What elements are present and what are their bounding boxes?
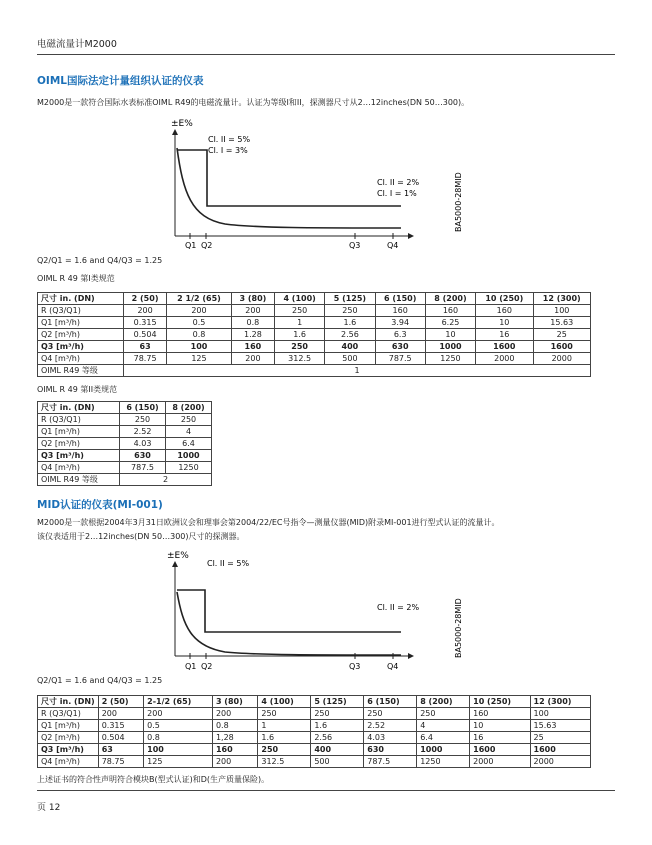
- table-cell: 250: [325, 305, 375, 317]
- table-cell: 160: [212, 744, 257, 756]
- table-cell: 1600: [476, 341, 533, 353]
- table3-header-cell: 2 (50): [98, 696, 143, 708]
- table-cell: 630: [120, 450, 166, 462]
- table-cell: 0.8: [144, 732, 213, 744]
- oiml-chart-side-label: BA5000-28MID: [454, 172, 463, 232]
- table1-header-cell: 12 (300): [533, 293, 591, 305]
- mid-ratio-note: Q2/Q1 = 1.6 and Q4/Q3 = 1.25: [37, 676, 163, 685]
- table-row: [38, 341, 591, 353]
- table2-header-row: [38, 402, 212, 414]
- table-cell: 250: [166, 414, 212, 426]
- closing-note: 上述证书的符合性声明符合模块B(型式认证)和D(生产质量保险)。: [37, 775, 270, 784]
- mid-tick-label-q4: Q4: [387, 662, 399, 671]
- table-cell: 200: [167, 305, 232, 317]
- table-cell: 1250: [166, 462, 212, 474]
- table-cell: 2000: [533, 353, 591, 365]
- oiml-tick-label-q3: Q3: [349, 241, 361, 250]
- table2-header-cell: 8 (200): [166, 402, 212, 414]
- table-row: [38, 305, 591, 317]
- table-row: [38, 756, 591, 768]
- table-row: [38, 329, 591, 341]
- table-cell: 0.5: [167, 317, 232, 329]
- table-row: [38, 353, 591, 365]
- table-row: [38, 720, 591, 732]
- table-cell: 160: [425, 305, 475, 317]
- mid-tick-label-q1: Q1: [185, 662, 197, 671]
- table1-header-cell: 3 (80): [231, 293, 274, 305]
- mid-table: [37, 695, 591, 768]
- table1-header-cell: 5 (125): [325, 293, 375, 305]
- oiml-chart-error-curve: [177, 148, 401, 228]
- table-cell: 787.5: [364, 756, 417, 768]
- table-cell: 16: [476, 329, 533, 341]
- table-cell: 1: [258, 720, 311, 732]
- table-cell: 200: [231, 353, 274, 365]
- table-cell: 200: [124, 305, 167, 317]
- table-cell: 125: [144, 756, 213, 768]
- table2-header-cell: 6 (150): [120, 402, 166, 414]
- table-cell: 2.56: [325, 329, 375, 341]
- header-rule: [37, 54, 615, 55]
- oiml-error-chart: [165, 112, 475, 252]
- table-cell: Q1 [m³/h): [38, 720, 99, 732]
- table-cell: 250: [274, 341, 324, 353]
- table-cell: 1000: [417, 744, 470, 756]
- table-cell: 6.4: [417, 732, 470, 744]
- table3-header-cell: 10 (250): [470, 696, 530, 708]
- table-cell: 200: [212, 756, 257, 768]
- table-cell: 3.94: [375, 317, 425, 329]
- table-cell: 200: [98, 708, 143, 720]
- table-cell: 63: [98, 744, 143, 756]
- table-cell: 0.5: [144, 720, 213, 732]
- table-cell: 1250: [425, 353, 475, 365]
- mid-heading: MID认证的仪表(MI-001): [37, 499, 163, 511]
- table-cell: 125: [167, 353, 232, 365]
- oiml-intro: M2000是一款符合国际水表标准OIML R49的电磁流量计。认证为等级I和II，探测器尺寸从2…12inches(DN 50…300)。: [37, 98, 470, 107]
- table-cell: 0.504: [98, 732, 143, 744]
- table-cell: 100: [144, 744, 213, 756]
- table-cell: 160: [231, 341, 274, 353]
- table-cell: 160: [470, 708, 530, 720]
- oiml-heading: OIML国际法定计量组织认证的仪表: [37, 75, 204, 87]
- table-cell: 100: [167, 341, 232, 353]
- table-cell: 312.5: [258, 756, 311, 768]
- table3-header-cell: 尺寸 in. (DN): [38, 696, 99, 708]
- table-cell: 2.52: [364, 720, 417, 732]
- table-cell: 1000: [166, 450, 212, 462]
- table-cell: OIML R49 等级: [38, 474, 120, 486]
- table-row: [38, 744, 591, 756]
- oiml-chart-cl1b-label: Cl. I = 1%: [377, 189, 417, 198]
- table-cell: 1600: [530, 744, 590, 756]
- table-cell: 1600: [470, 744, 530, 756]
- table-cell: 100: [530, 708, 590, 720]
- table-cell: 400: [311, 744, 364, 756]
- table-cell: 200: [231, 305, 274, 317]
- table-row: [38, 462, 212, 474]
- table3-header-cell: 3 (80): [212, 696, 257, 708]
- table3-header-cell: 6 (150): [364, 696, 417, 708]
- table-cell: Q1 [m³/h): [38, 426, 120, 438]
- table-cell: 500: [311, 756, 364, 768]
- mid-chart-cl2-label: Cl. II = 5%: [207, 559, 250, 568]
- table-cell: 250: [364, 708, 417, 720]
- table-cell: 250: [417, 708, 470, 720]
- table1-header-cell: 2 1/2 (65): [167, 293, 232, 305]
- table-cell: 400: [325, 341, 375, 353]
- oiml-tick-label-q2: Q2: [201, 241, 213, 250]
- oiml-chart-cl2-label: Cl. II = 5%: [208, 135, 251, 144]
- table-cell: Q2 [m³/h): [38, 732, 99, 744]
- table-cell: 6.3: [375, 329, 425, 341]
- oiml-class2-table: [37, 401, 212, 486]
- table-cell: 1600: [533, 341, 591, 353]
- mid-chart-cl2b-label: Cl. II = 2%: [377, 603, 420, 612]
- table-cell: 16: [470, 732, 530, 744]
- table-cell: 78.75: [98, 756, 143, 768]
- table-cell: R (Q3/Q1): [38, 708, 99, 720]
- table-row: [38, 414, 212, 426]
- table-cell: 500: [325, 353, 375, 365]
- table-cell: Q4 [m³/h): [38, 756, 99, 768]
- table-row: [38, 450, 212, 462]
- table-cell: 1: [274, 317, 324, 329]
- table-row: [38, 317, 591, 329]
- table-cell: 15.63: [533, 317, 591, 329]
- table3-header-cell: 8 (200): [417, 696, 470, 708]
- table-cell: 1.6: [258, 732, 311, 744]
- oiml-chart-cl2b-label: Cl. II = 2%: [377, 178, 420, 187]
- table-cell: 1.28: [231, 329, 274, 341]
- table-cell: 10: [425, 329, 475, 341]
- table-cell: Q3 [m³/h): [38, 341, 124, 353]
- table-cell: 250: [258, 708, 311, 720]
- table-cell: 25: [530, 732, 590, 744]
- table-cell: 0.504: [124, 329, 167, 341]
- table-cell: 4.03: [120, 438, 166, 450]
- page-number: 页 12: [37, 803, 61, 813]
- table-cell: 2.52: [120, 426, 166, 438]
- table-cell: 2.56: [311, 732, 364, 744]
- table1-header-cell: 8 (200): [425, 293, 475, 305]
- table2-header-cell: 尺寸 in. (DN): [38, 402, 120, 414]
- table-cell: 200: [144, 708, 213, 720]
- table-cell: 1250: [417, 756, 470, 768]
- document-header: 电磁流量计M2000: [37, 39, 117, 50]
- table-cell: 1,28: [212, 732, 257, 744]
- table-cell: 10: [476, 317, 533, 329]
- table3-header-row: [38, 696, 591, 708]
- table-cell: Q4 [m³/h): [38, 462, 120, 474]
- table-cell: 630: [375, 341, 425, 353]
- table-cell: 2: [120, 474, 212, 486]
- table-cell: 312.5: [274, 353, 324, 365]
- table-cell: Q2 [m³/h): [38, 329, 124, 341]
- mid-error-chart: [165, 546, 475, 676]
- table3-header-cell: 12 (300): [530, 696, 590, 708]
- table-cell: 0.315: [98, 720, 143, 732]
- mid-chart-error-curve: [177, 592, 401, 655]
- table-cell: Q2 [m³/h): [38, 438, 120, 450]
- oiml-class1-table: [37, 292, 591, 377]
- oiml-tick-label-q1: Q1: [185, 241, 197, 250]
- table1-caption: OIML R 49 第I类规范: [37, 274, 115, 283]
- table-cell: 1.6: [274, 329, 324, 341]
- table1-header-cell: 尺寸 in. (DN): [38, 293, 124, 305]
- table-cell: 250: [258, 744, 311, 756]
- table-cell: Q3 [m³/h): [38, 450, 120, 462]
- mid-chart-side-label: BA5000-28MID: [454, 598, 463, 658]
- table-cell: 2000: [470, 756, 530, 768]
- table-cell: 2000: [530, 756, 590, 768]
- table-row: [38, 426, 212, 438]
- mid-intro-line1: M2000是一款根据2004年3月31日欧洲议会和理事会第2004/22/EC号指令—测量仪器(MID)附录MI-001进行型式认证的流量计。: [37, 518, 500, 527]
- mid-chart-ylabel: ±E%: [167, 551, 189, 561]
- table3-header-cell: 4 (100): [258, 696, 311, 708]
- table-cell: 4: [417, 720, 470, 732]
- table2-caption: OIML R 49 第II类规范: [37, 385, 118, 394]
- table1-header-cell: 6 (150): [375, 293, 425, 305]
- table1-header-cell: 4 (100): [274, 293, 324, 305]
- mid-intro-line2: 该仪表适用于2…12inches(DN 50…300)尺寸的探测器。: [37, 532, 245, 541]
- table-cell: 1: [124, 365, 591, 377]
- mid-chart-limit-line: [177, 590, 401, 632]
- oiml-tick-label-q4: Q4: [387, 241, 399, 250]
- table-cell: R (Q3/Q1): [38, 414, 120, 426]
- table-cell: 787.5: [120, 462, 166, 474]
- table-cell: 15.63: [530, 720, 590, 732]
- table-cell: 63: [124, 341, 167, 353]
- table-cell: 0.8: [231, 317, 274, 329]
- table-cell: 1.6: [325, 317, 375, 329]
- table-cell: 6.4: [166, 438, 212, 450]
- table3-header-cell: 2-1/2 (65): [144, 696, 213, 708]
- table-row: [38, 708, 591, 720]
- table-row: [38, 365, 591, 377]
- table-row: [38, 732, 591, 744]
- table-cell: 25: [533, 329, 591, 341]
- table-cell: 78.75: [124, 353, 167, 365]
- table-cell: 10: [470, 720, 530, 732]
- table-row: [38, 474, 212, 486]
- table-row: [38, 438, 212, 450]
- table-cell: 6.25: [425, 317, 475, 329]
- table-cell: 4: [166, 426, 212, 438]
- table-cell: 0.8: [212, 720, 257, 732]
- table-cell: 250: [120, 414, 166, 426]
- table-cell: 1000: [425, 341, 475, 353]
- table-cell: 0.315: [124, 317, 167, 329]
- table1-header-row: [38, 293, 591, 305]
- oiml-ratio-note: Q2/Q1 = 1.6 and Q4/Q3 = 1.25: [37, 256, 163, 265]
- oiml-chart-cl1-label: Cl. I = 3%: [208, 146, 248, 155]
- mid-tick-label-q3: Q3: [349, 662, 361, 671]
- table-cell: 250: [274, 305, 324, 317]
- table-cell: 2000: [476, 353, 533, 365]
- mid-tick-label-q2: Q2: [201, 662, 213, 671]
- table-cell: 787.5: [375, 353, 425, 365]
- table-cell: Q1 [m³/h): [38, 317, 124, 329]
- table-cell: 4.03: [364, 732, 417, 744]
- table-cell: Q4 [m³/h): [38, 353, 124, 365]
- table-cell: R (Q3/Q1): [38, 305, 124, 317]
- table-cell: Q3 [m³/h): [38, 744, 99, 756]
- footer-rule: [37, 790, 615, 791]
- table-cell: 100: [533, 305, 591, 317]
- table3-header-cell: 5 (125): [311, 696, 364, 708]
- table-cell: 630: [364, 744, 417, 756]
- oiml-chart-ylabel: ±E%: [171, 119, 193, 129]
- table-cell: 1.6: [311, 720, 364, 732]
- oiml-chart-limit-line: [177, 150, 401, 206]
- table-cell: 200: [212, 708, 257, 720]
- table-cell: 250: [311, 708, 364, 720]
- table-cell: 160: [476, 305, 533, 317]
- table-cell: 0.8: [167, 329, 232, 341]
- table-cell: OIML R49 等级: [38, 365, 124, 377]
- table-cell: 160: [375, 305, 425, 317]
- table1-header-cell: 2 (50): [124, 293, 167, 305]
- table1-header-cell: 10 (250): [476, 293, 533, 305]
